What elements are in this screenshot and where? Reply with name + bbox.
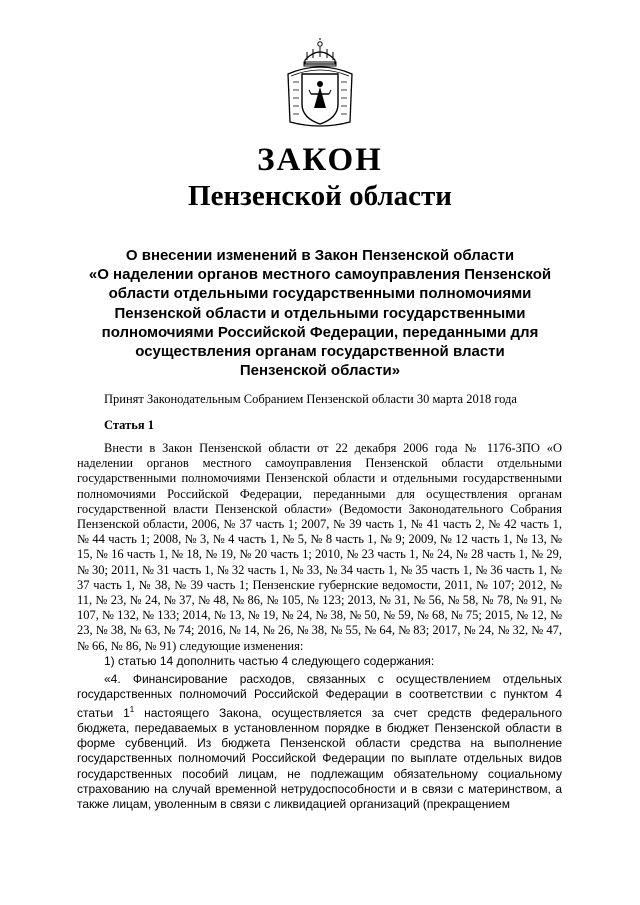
- amendment-item: 1) статью 14 дополнить частью 4 следующего содержания:: [104, 653, 435, 668]
- heading-line: О внесении изменений в Закон Пензенской области: [125, 247, 515, 264]
- article-paragraph: Внести в Закон Пензенской области от 22 декабря 2006 года № 1176-ЗПО «О наделении органов местного самоуправления Пензенской области отдельными государственными полномочиями Пензенской области и отдельными государственными полномочиями Российской Федерации, переданными для осуществления органам государственной власти Пензенской области» (Ведомости Законодательного Собрания Пензенской области, 2006, № 37 часть 1; 2007, № 39 часть 1, № 41 часть 2, № 42 часть 1, № 44 часть 1; 2008, № 3, № 4 часть 1, № 5, № 8 часть 1, № 9; 2009, № 12 часть 1, № 13, № 15, № 16 часть 1, № 18, № 19, № 20 часть 1; 2010, № 23 часть 1, № 24, № 28 часть 1, № 29, № 30; 2011, № 31 часть 1, № 32 часть 1, № 33, № 34 часть 1, № 35 часть 1, № 36 часть 1, № 37 часть 1, № 38, № 39 часть 1; Пензенские губернские ведомости, 2011, № 107; 2012, № 11, № 23, № 24, № 37, № 48, № 86, № 105, № 123; 2013, № 31, № 56, № 58, № 78, № 91, № 107, № 132, № 133; 2014, № 13, № 19, № 24, № 38, № 50, № 59, № 68, № 75; 2015, № 12, № 23, № 38, № 63, № 74; 2016, № 14, № 26, № 38, № 55, № 64, № 83; 2017, № 24, № 32, № 47, № 66, № 86, № 91) следующие изменения:: [77, 441, 562, 653]
- penza-coat-of-arms-icon: [285, 38, 355, 130]
- amendment-block: [77, 654, 562, 812]
- heading-line: Пензенской области и отдельными государственными: [114, 304, 526, 322]
- heading-line: полномочиями Российской Федерации, переданными для: [101, 323, 539, 341]
- law-heading: [78, 246, 562, 380]
- amendment-quote: [77, 672, 562, 812]
- quote-text-part: «4. Финансирование расходов, связанных с осуществлением отдельных государственных полномочий Российской Федерации в соответствии с пунктом 4 статьи 1: [77, 671, 562, 721]
- law-subtitle: Пензенской области: [188, 180, 452, 212]
- heading-line: области отдельными государственными полномочиями: [108, 285, 532, 303]
- heading-line: Пензенской области»: [239, 362, 401, 380]
- article-label: Статья 1: [104, 418, 154, 432]
- adoption-note: Принят Законодательным Собранием Пензенской области 30 марта 2018 года: [104, 392, 517, 406]
- law-title: ЗАКОН: [257, 142, 383, 178]
- quote-text-part: настоящего Закона, осуществляется за счет средств федерального бюджета, передаваемых в установленном порядке в бюджет Пензенской области в форме субвенций. Из бюджета Пензенской области средства на выполнение государственных полномочий Российской Федерации по выплате отдельных видов государственных пособий лицам, не подлежащим обязательному социальному страхованию на случай временной нетрудоспособности и в связи с материнством, а также лицам, уволенным в связи с ликвидацией организаций (прекращением: [77, 706, 562, 811]
- heading-line: осуществления органам государственной власти: [135, 343, 505, 361]
- heading-line: «О наделении органов местного самоуправления Пензенской: [88, 266, 552, 284]
- article-body: [77, 441, 562, 812]
- quote-superscript: 1: [129, 705, 135, 715]
